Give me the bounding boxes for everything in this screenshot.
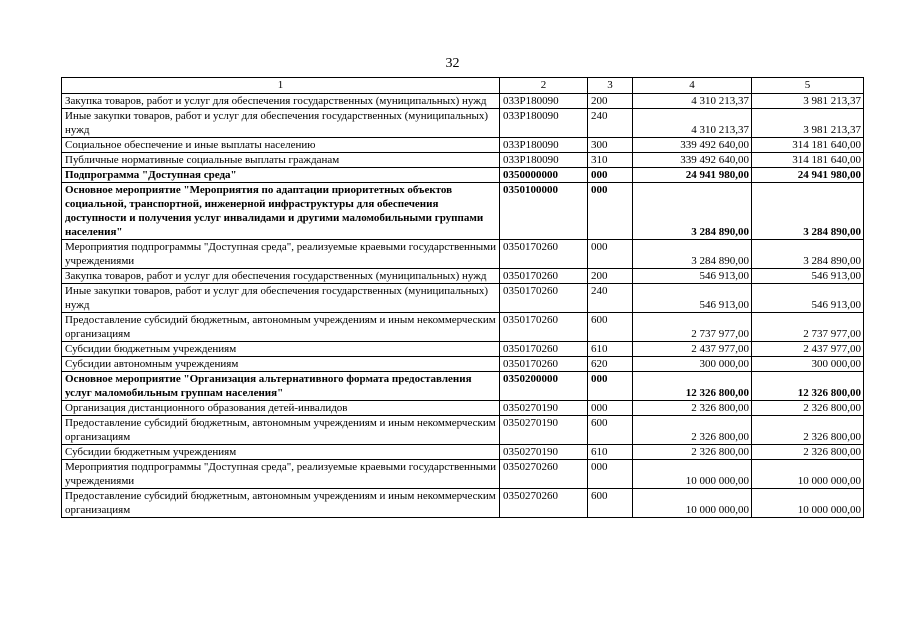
row-amount-col4-cell: 339 492 640,00 <box>633 138 752 153</box>
row-expense-type-cell: 240 <box>588 109 633 138</box>
row-amount-col5-cell: 12 326 800,00 <box>752 372 864 401</box>
table-row <box>62 153 864 168</box>
row-amount-col4-cell: 2 326 800,00 <box>633 445 752 460</box>
row-name-cell: Субсидии автономным учреждениям <box>62 357 500 372</box>
table-row <box>62 138 864 153</box>
row-name-cell: Предоставление субсидий бюджетным, автономным учреждениям и иным некоммерческим организациям <box>62 313 500 342</box>
row-name-cell: Основное мероприятие "Мероприятия по адаптации приоритетных объектов социальной, транспортной, инженерной инфраструктуры для обеспечения доступности и получения услуг инвалидами и другими маломобильными группами населения" <box>62 183 500 240</box>
row-amount-col4-cell: 339 492 640,00 <box>633 153 752 168</box>
row-amount-col4-cell: 3 284 890,00 <box>633 240 752 269</box>
row-expense-type-cell: 000 <box>588 168 633 183</box>
row-name-cell: Закупка товаров, работ и услуг для обеспечения государственных (муниципальных) нужд <box>62 94 500 109</box>
row-amount-col5-cell: 314 181 640,00 <box>752 153 864 168</box>
table-row <box>62 372 864 401</box>
row-amount-col5-cell: 2 437 977,00 <box>752 342 864 357</box>
budget-table <box>61 77 864 518</box>
row-name-cell: Закупка товаров, работ и услуг для обеспечения государственных (муниципальных) нужд <box>62 269 500 284</box>
row-code-cell: 0350170260 <box>500 342 588 357</box>
row-amount-col5-cell: 546 913,00 <box>752 269 864 284</box>
table-row <box>62 168 864 183</box>
table-body <box>62 94 864 518</box>
row-name-cell: Публичные нормативные социальные выплаты гражданам <box>62 153 500 168</box>
row-name-cell: Основное мероприятие "Организация альтернативного формата предоставления услуг маломобильным группам населения" <box>62 372 500 401</box>
row-code-cell: 0350270260 <box>500 489 588 518</box>
row-name-cell: Организация дистанционного образования детей-инвалидов <box>62 401 500 416</box>
row-expense-type-cell: 310 <box>588 153 633 168</box>
row-amount-col5-cell: 300 000,00 <box>752 357 864 372</box>
row-amount-col5-cell: 3 284 890,00 <box>752 240 864 269</box>
row-amount-col5-cell: 2 326 800,00 <box>752 416 864 445</box>
row-code-cell: 033P180090 <box>500 138 588 153</box>
table-row <box>62 445 864 460</box>
table-row <box>62 460 864 489</box>
row-code-cell: 0350170260 <box>500 284 588 313</box>
table-row <box>62 313 864 342</box>
column-header-5: 5 <box>752 78 864 94</box>
row-name-cell: Мероприятия подпрограммы "Доступная среда", реализуемые краевыми государственными учреждениями <box>62 240 500 269</box>
table-row <box>62 342 864 357</box>
row-name-cell: Мероприятия подпрограммы "Доступная среда", реализуемые краевыми государственными учреждениями <box>62 460 500 489</box>
row-amount-col5-cell: 2 326 800,00 <box>752 445 864 460</box>
row-code-cell: 033P180090 <box>500 94 588 109</box>
row-code-cell: 0350270190 <box>500 445 588 460</box>
row-expense-type-cell: 610 <box>588 342 633 357</box>
column-header-3: 3 <box>588 78 633 94</box>
row-expense-type-cell: 000 <box>588 401 633 416</box>
row-expense-type-cell: 300 <box>588 138 633 153</box>
row-code-cell: 0350200000 <box>500 372 588 401</box>
row-amount-col4-cell: 2 326 800,00 <box>633 401 752 416</box>
row-amount-col4-cell: 10 000 000,00 <box>633 489 752 518</box>
row-amount-col4-cell: 24 941 980,00 <box>633 168 752 183</box>
row-code-cell: 0350170260 <box>500 313 588 342</box>
row-amount-col4-cell: 4 310 213,37 <box>633 94 752 109</box>
row-name-cell: Предоставление субсидий бюджетным, автономным учреждениям и иным некоммерческим организациям <box>62 416 500 445</box>
row-code-cell: 0350000000 <box>500 168 588 183</box>
row-amount-col4-cell: 546 913,00 <box>633 269 752 284</box>
row-expense-type-cell: 000 <box>588 460 633 489</box>
row-expense-type-cell: 600 <box>588 313 633 342</box>
row-amount-col4-cell: 300 000,00 <box>633 357 752 372</box>
table-row <box>62 401 864 416</box>
row-code-cell: 0350170260 <box>500 269 588 284</box>
row-name-cell: Социальное обеспечение и иные выплаты населению <box>62 138 500 153</box>
row-name-cell: Субсидии бюджетным учреждениям <box>62 445 500 460</box>
row-amount-col5-cell: 24 941 980,00 <box>752 168 864 183</box>
table-row <box>62 183 864 240</box>
column-header-2: 2 <box>500 78 588 94</box>
row-amount-col5-cell: 10 000 000,00 <box>752 460 864 489</box>
row-expense-type-cell: 240 <box>588 284 633 313</box>
row-amount-col4-cell: 546 913,00 <box>633 284 752 313</box>
row-amount-col5-cell: 3 284 890,00 <box>752 183 864 240</box>
row-amount-col4-cell: 10 000 000,00 <box>633 460 752 489</box>
row-name-cell: Иные закупки товаров, работ и услуг для обеспечения государственных (муниципальных) нужд <box>62 284 500 313</box>
column-header-4: 4 <box>633 78 752 94</box>
row-expense-type-cell: 620 <box>588 357 633 372</box>
row-code-cell: 0350170260 <box>500 357 588 372</box>
row-code-cell: 0350100000 <box>500 183 588 240</box>
row-amount-col4-cell: 2 326 800,00 <box>633 416 752 445</box>
table-row <box>62 240 864 269</box>
row-name-cell: Субсидии бюджетным учреждениям <box>62 342 500 357</box>
row-amount-col5-cell: 2 737 977,00 <box>752 313 864 342</box>
row-code-cell: 0350170260 <box>500 240 588 269</box>
row-amount-col4-cell: 4 310 213,37 <box>633 109 752 138</box>
row-code-cell: 0350270190 <box>500 416 588 445</box>
row-expense-type-cell: 600 <box>588 416 633 445</box>
row-amount-col5-cell: 2 326 800,00 <box>752 401 864 416</box>
row-expense-type-cell: 000 <box>588 372 633 401</box>
table-row <box>62 416 864 445</box>
column-header-1: 1 <box>62 78 500 94</box>
row-code-cell: 0350270260 <box>500 460 588 489</box>
table-row <box>62 357 864 372</box>
row-expense-type-cell: 200 <box>588 269 633 284</box>
row-amount-col5-cell: 314 181 640,00 <box>752 138 864 153</box>
page-number: 32 <box>445 56 460 71</box>
row-expense-type-cell: 600 <box>588 489 633 518</box>
row-name-cell: Иные закупки товаров, работ и услуг для обеспечения государственных (муниципальных) нужд <box>62 109 500 138</box>
row-expense-type-cell: 000 <box>588 183 633 240</box>
row-code-cell: 033P180090 <box>500 109 588 138</box>
row-amount-col5-cell: 546 913,00 <box>752 284 864 313</box>
row-amount-col4-cell: 3 284 890,00 <box>633 183 752 240</box>
row-code-cell: 0350270190 <box>500 401 588 416</box>
row-amount-col4-cell: 2 737 977,00 <box>633 313 752 342</box>
table-row <box>62 284 864 313</box>
table-row <box>62 489 864 518</box>
table-row <box>62 269 864 284</box>
row-amount-col5-cell: 10 000 000,00 <box>752 489 864 518</box>
row-expense-type-cell: 610 <box>588 445 633 460</box>
column-number-row <box>62 78 864 94</box>
row-amount-col4-cell: 12 326 800,00 <box>633 372 752 401</box>
table-row <box>62 94 864 109</box>
row-code-cell: 033P180090 <box>500 153 588 168</box>
row-amount-col5-cell: 3 981 213,37 <box>752 94 864 109</box>
row-name-cell: Предоставление субсидий бюджетным, автономным учреждениям и иным некоммерческим организациям <box>62 489 500 518</box>
row-amount-col4-cell: 2 437 977,00 <box>633 342 752 357</box>
row-amount-col5-cell: 3 981 213,37 <box>752 109 864 138</box>
row-name-cell: Подпрограмма "Доступная среда" <box>62 168 500 183</box>
table-row <box>62 109 864 138</box>
row-expense-type-cell: 000 <box>588 240 633 269</box>
row-expense-type-cell: 200 <box>588 94 633 109</box>
